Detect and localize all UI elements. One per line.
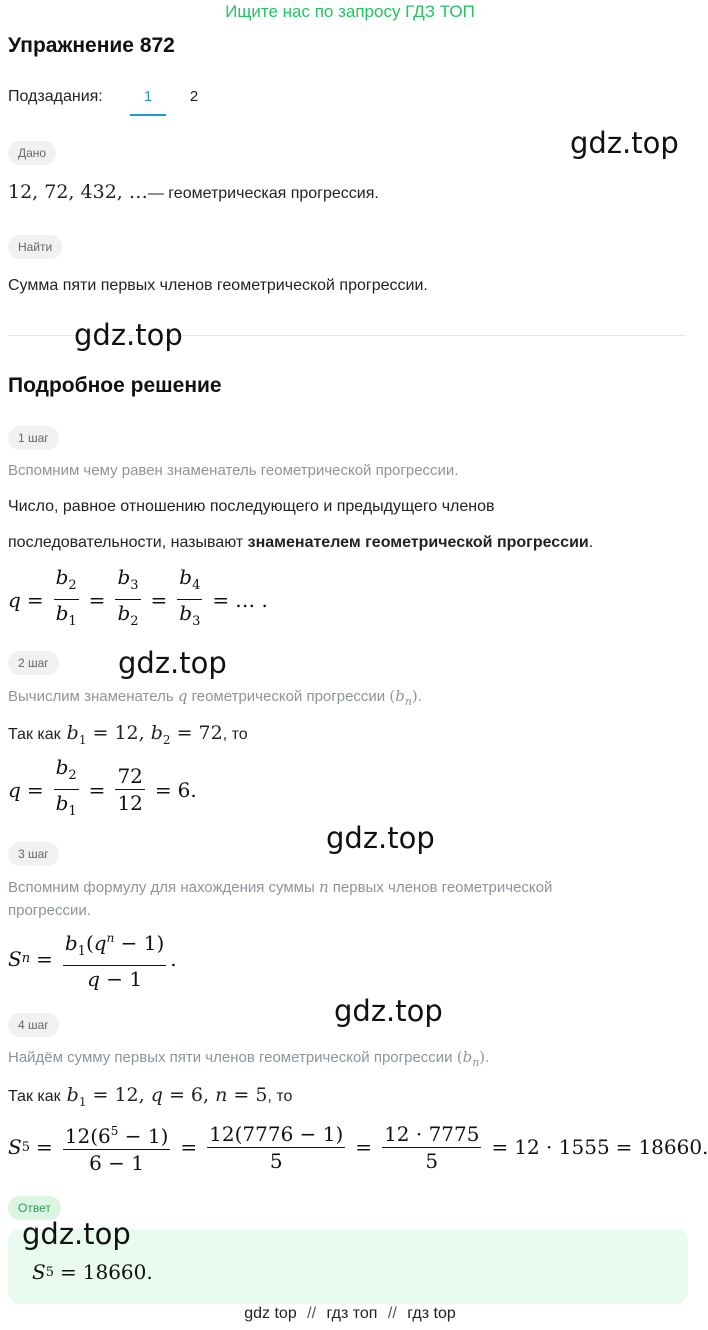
step-1-hint: Вспомним чему равен знаменатель геометрической прогрессии.	[8, 462, 459, 479]
step-4-hint-pre: Найдём сумму первых пяти членов геометрической прогрессии	[8, 1049, 457, 1066]
watermark: gdz.top	[118, 646, 227, 680]
step-4-then: , то	[267, 1088, 293, 1105]
step-3-hint: Вспомним формулу для нахождения суммы n первых членов геометрической	[8, 878, 553, 896]
step-2-pill: 2 шаг	[8, 651, 59, 675]
step-3-formula: S n = $\frac{b_1(q^n - 1)}{q - 1}$ .	[8, 927, 177, 990]
step-2-formula: q = $\frac{b_2}{b_1}$ = $\frac{72}{12}$ = 6.	[8, 755, 197, 819]
subtasks-label: Подзадания:	[8, 88, 103, 105]
step-4-formula: S 5 = $\frac{12(6^5 - 1)}{6 - 1}$ = $\frac{12(7776 - 1)}{5}$ = $\frac{12 \cdot 7775}{5}$ = 12 · 1555 = 18660.	[8, 1121, 708, 1175]
step-3-hint-pre: Вспомним формулу для нахождения суммы	[8, 879, 319, 896]
step-1-line-2-pre: последовательности, называют	[8, 534, 248, 551]
step-4-hint-post: .	[485, 1049, 490, 1066]
given-statement	[8, 181, 379, 203]
footer-links	[0, 1305, 700, 1323]
tab-subtask-1[interactable]: 1	[130, 86, 166, 116]
find-text: Сумма пяти первых членов геометрической прогрессии.	[8, 277, 428, 294]
step-2-then: , то	[222, 726, 248, 743]
step-1-line-2-bold: знаменателем геометрической прогрессии	[247, 534, 589, 551]
step-3-hint-post: первых членов геометрической	[328, 879, 553, 896]
footer-link-1[interactable]: gdz top	[244, 1305, 297, 1322]
step-3-pill: 3 шаг	[8, 842, 59, 866]
step-1-formula: q = $\frac{b_2}{b_1}$ = $\frac{b_3}{b_2}$ = $\frac{b_4}{b_3}$ = … .	[8, 565, 268, 629]
watermark: gdz.top	[22, 1217, 131, 1251]
footer-separator: //	[387, 1305, 397, 1322]
step-4-condition: Так как $b_1 = 12$, q = 6, n = 5 , то	[8, 1084, 293, 1109]
step-4-since: Так как	[8, 1088, 61, 1105]
step-2-hint-mid: геометрической прогрессии	[187, 688, 390, 705]
tab-subtask-2[interactable]: 2	[189, 88, 199, 105]
footer-link-2[interactable]: гдз топ	[326, 1305, 378, 1322]
given-text: — геометрическая прогрессия.	[147, 185, 379, 202]
step-3-hint-line-2: прогрессии.	[8, 902, 91, 919]
find-pill: Найти	[8, 235, 62, 259]
answer-formula: S 5 = 18660.	[32, 1260, 153, 1284]
step-2-since: Так как	[8, 726, 61, 743]
page-title: Упражнение 872	[8, 34, 175, 57]
watermark: gdz.top	[334, 994, 443, 1028]
step-2-hint: Вычислим знаменатель q геометрической прогрессии $(b_n)$.	[8, 687, 422, 708]
step-4-hint: Найдём сумму первых пяти членов геометрической прогрессии $(b_n)$.	[8, 1048, 490, 1069]
given-pill: Дано	[8, 141, 56, 165]
step-1-pill: 1 шаг	[8, 426, 59, 450]
solution-title: Подробное решение	[8, 374, 222, 397]
step-2-condition: Так как $b_1 = 12$, $b_2 = 72$ , то	[8, 722, 248, 747]
watermark: gdz.top	[326, 821, 435, 855]
step-1-line-2-post: .	[588, 534, 594, 551]
footer-separator: //	[307, 1305, 317, 1322]
watermark: gdz.top	[570, 126, 679, 160]
step-1-line-1: Число, равное отношению последующего и предыдущего членов	[8, 498, 495, 515]
footer-link-3[interactable]: гдз top	[407, 1305, 456, 1322]
step-2-hint-pre: Вычислим знаменатель	[8, 688, 178, 705]
step-2-hint-post: .	[417, 688, 422, 705]
subtasks-bar	[8, 86, 248, 118]
step-1-line-2	[8, 534, 593, 552]
step-4-pill: 4 шаг	[8, 1013, 59, 1037]
answer-pill: Ответ	[8, 1196, 61, 1220]
top-banner: Ищите нас по запросу ГДЗ ТОП	[225, 2, 475, 21]
watermark: gdz.top	[74, 318, 183, 352]
given-sequence: 12, 72, 432, …	[8, 181, 148, 203]
